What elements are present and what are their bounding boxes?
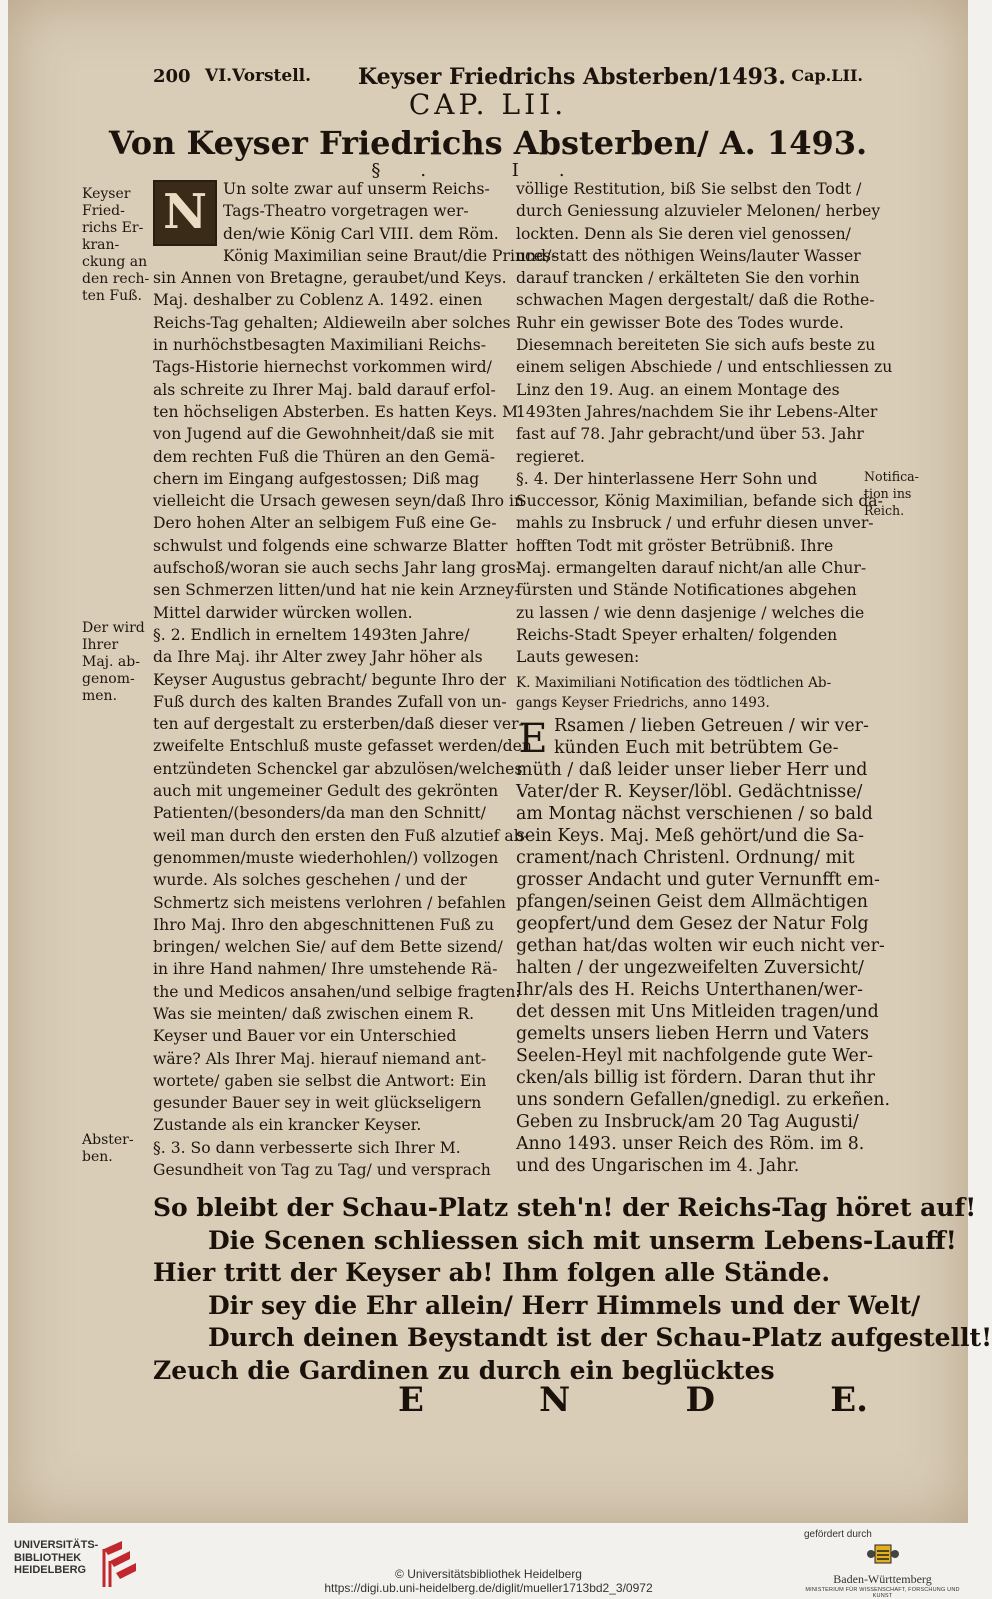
text-line: dem rechten Fuß die Thüren an den Gemä- bbox=[153, 447, 496, 466]
text-line: und des Ungarischen im 4. Jahr. bbox=[516, 1155, 800, 1176]
text-line: gethan hat/das wolten wir euch nicht ver- bbox=[516, 935, 885, 956]
text-line: Seelen-Heyl mit nachfolgende gute Wer- bbox=[516, 1045, 873, 1066]
text-line: §. 2. Endlich in erneltem 1493ten Jahre/ bbox=[153, 625, 470, 644]
verse-line: Dir sey die Ehr allein/ Herr Himmels und der Welt/ bbox=[208, 1290, 921, 1320]
text-line: Lauts gewesen: bbox=[516, 648, 640, 667]
ende-letter: N bbox=[539, 1380, 571, 1420]
text-line: schwachen Magen dergestalt/ daß die Rothe- bbox=[516, 291, 875, 310]
text-line: hofften Todt mit gröster Betrübniß. Ihre bbox=[516, 536, 834, 555]
text-line: geopfert/und dem Gesez der Natur Folg bbox=[516, 913, 869, 934]
text-line: aufschoß/woran sie auch sechs Jahr lang gros- bbox=[153, 559, 522, 578]
text-line: auch mit ungemeiner Gedult des gekrönten bbox=[153, 782, 499, 801]
text-line: §. 3. So dann verbesserte sich Ihrer M. bbox=[153, 1138, 461, 1157]
text-line: ben. bbox=[82, 1149, 113, 1165]
text-line: pfangen/seinen Geist dem Allmächtigen bbox=[516, 891, 868, 912]
text-line: Keyser und Bauer vor ein Unterschied bbox=[153, 1027, 457, 1046]
text-line: schwulst und folgends eine schwarze Blatter bbox=[153, 536, 508, 555]
text-line: the und Medicos ansahen/und selbige fragten: bbox=[153, 982, 521, 1001]
verse-line: Hier tritt der Keyser ab! Ihm folgen alle Stände. bbox=[153, 1258, 831, 1287]
text-line: ckung an bbox=[82, 254, 148, 270]
text-line: mahls zu Insbruck / und erfuhr diesen unver- bbox=[516, 514, 874, 533]
text-line: Un solte zwar auf unserm Reichs- bbox=[223, 180, 490, 198]
text-line: vielleicht die Ursach gewesen seyn/daß Ihro in bbox=[153, 492, 525, 511]
funder-block[interactable] bbox=[800, 1529, 965, 1599]
verse-line: Durch deinen Beystandt ist der Schau-Platz aufgestellt! bbox=[208, 1323, 992, 1352]
text-line: genommen/muste wiederhohlen/) vollzogen bbox=[153, 848, 499, 867]
text-line: ten auf dergestalt zu ersterben/daß dieser ver- bbox=[153, 715, 524, 734]
text-line: zu lassen / wie denn dasjenige / welches die bbox=[516, 603, 865, 622]
ende-letter: E bbox=[398, 1380, 424, 1420]
text-line: Rsamen / lieben Getreuen / wir ver- bbox=[554, 715, 869, 736]
text-line: grosser Andacht und guter Vernunfft em- bbox=[516, 869, 880, 890]
text-line: von Jugend auf die Gewohnheit/daß sie mit bbox=[153, 425, 495, 444]
coat-of-arms-icon bbox=[866, 1543, 900, 1567]
text-line: Ihr/als des H. Reichs Unterthanen/wer- bbox=[516, 979, 863, 1000]
ende-letter: D bbox=[685, 1380, 715, 1420]
text-line: Schmertz sich meistens verlohren / befahlen bbox=[153, 893, 506, 912]
permalink[interactable]: https://digi.ub.uni-heidelberg.de/diglit/mueller1713bd2_3/0972 bbox=[324, 1581, 653, 1595]
text-line: Fried- bbox=[82, 203, 125, 219]
text-line: Tags-Historie hiernechst vorkommen wird/ bbox=[153, 358, 492, 377]
text-line: halten / der ungezweifelten Zuversicht/ bbox=[516, 957, 864, 978]
letter-initial: E bbox=[518, 715, 548, 762]
text-line: künden Euch mit betrübtem Ge- bbox=[554, 737, 839, 758]
marginal-note-left-1 bbox=[82, 186, 154, 305]
text-line: Keyser Augustus gebracht/ begunte Ihro der bbox=[153, 670, 507, 689]
text-line: wäre? Als Ihrer Maj. hierauf niemand ant- bbox=[153, 1049, 487, 1068]
text-line: K. Maximiliani Notification des tödtlichen Ab- bbox=[516, 674, 832, 691]
text-line: 1493ten Jahres/nachdem Sie ihr Lebens-Alter bbox=[516, 402, 878, 421]
drop-cap: N bbox=[153, 180, 217, 246]
text-line: Anno 1493. unser Reich des Röm. im 8. bbox=[516, 1133, 865, 1154]
text-line: richs Er- bbox=[82, 220, 144, 236]
text-line: Maj. deshalber zu Coblenz A. 1492. einen bbox=[153, 291, 483, 310]
chapter-title: Von Keyser Friedrichs Absterben/ A. 1493. bbox=[108, 124, 868, 162]
text-line: müth / daß leider unser lieber Herr und bbox=[516, 759, 868, 780]
text-line: weil man durch den ersten den Fuß alzutief ab- bbox=[153, 826, 529, 845]
text-line: bringen/ welchen Sie/ auf dem Bette sizend/ bbox=[153, 938, 503, 957]
text-line: Ihrer bbox=[82, 637, 119, 653]
text-line: Gesundheit von Tag zu Tag/ und versprach bbox=[153, 1161, 491, 1180]
footer-bar bbox=[0, 1523, 977, 1599]
verse-line: Die Scenen schliessen sich mit unserm Lebens-Lauff! bbox=[208, 1225, 957, 1255]
text-line: Dero hohen Alter an selbigem Fuß eine Ge- bbox=[153, 514, 497, 533]
text-line: Geben zu Insbruck/am 20 Tag Augusti/ bbox=[516, 1111, 859, 1132]
text-line: lockten. Denn als Sie deren viel genossen/ bbox=[516, 224, 851, 243]
marginal-note-left-3 bbox=[82, 1132, 154, 1166]
text-line: Diesemnach bereiteten Sie sich aufs beste zu bbox=[516, 336, 876, 355]
text-line: Reich. bbox=[864, 503, 905, 518]
text-line: Maj. ab- bbox=[82, 654, 140, 670]
text-line: Abster- bbox=[82, 1132, 134, 1148]
text-line: in nurhöchstbesagten Maximiliani Reichs- bbox=[153, 336, 487, 355]
scanned-page bbox=[8, 0, 992, 1523]
text-line: fast auf 78. Jahr gebracht/und über 53. Jahr bbox=[516, 425, 864, 444]
ende-mark bbox=[153, 1380, 868, 1420]
text-line: sein Keys. Maj. Meß gehört/und die Sa- bbox=[516, 825, 864, 846]
text-line: sin Annen von Bretagne, geraubet/und Keys. bbox=[153, 269, 507, 288]
text-line: tion ins bbox=[864, 486, 912, 501]
text-line: kran- bbox=[82, 237, 120, 253]
funder-ministry: MINISTERIUM FÜR WISSENSCHAFT, FORSCHUNG UND KUNST bbox=[805, 1587, 960, 1599]
running-title: Keyser Friedrichs Absterben/1493. bbox=[358, 64, 786, 90]
text-line: ten höchseligen Absterben. Es hatten Keys. M. bbox=[153, 402, 524, 421]
notification-heading bbox=[516, 673, 861, 713]
chapter-label: CAP. LII. bbox=[408, 88, 568, 121]
text-line: sen Schmerzen litten/und hat nie kein Arzney- bbox=[153, 581, 520, 600]
text-line: Mittel darwider würcken wollen. bbox=[153, 603, 413, 622]
text-line: gesunder Bauer sey in weit glückseligern bbox=[153, 1094, 482, 1113]
funder-name: Baden-Württemberg bbox=[833, 1572, 932, 1586]
text-line: HEIDELBERG bbox=[14, 1564, 87, 1576]
text-line: UNIVERSITÄTS- bbox=[14, 1539, 99, 1551]
text-line: entzündeten Schenckel gar abzulösen/welches bbox=[153, 759, 523, 778]
text-line: regieret. bbox=[516, 447, 585, 466]
text-line: Reichs-Stadt Speyer erhalten/ folgenden bbox=[516, 625, 838, 644]
text-line: den/wie König Carl VIII. dem Röm. bbox=[223, 224, 499, 243]
section-label: VI.Vorstell. bbox=[205, 66, 312, 86]
text-line: am Montag nächst verschienen / so bald bbox=[516, 803, 873, 824]
text-line: men. bbox=[82, 688, 118, 704]
text-line: als schreite zu Ihrer Maj. bald darauf erfol- bbox=[153, 380, 496, 399]
text-line: Tags-Theatro vorgetragen wer- bbox=[223, 202, 469, 221]
text-line: völlige Restitution, biß Sie selbst den Todt / bbox=[516, 180, 862, 198]
text-line: gangs Keyser Friedrichs, anno 1493. bbox=[516, 694, 770, 711]
text-line: det dessen mit Uns Mitleiden tragen/und bbox=[516, 1001, 879, 1022]
letter-text bbox=[516, 715, 890, 1177]
text-line: chern im Eingang aufgestossen; Diß mag bbox=[153, 469, 480, 488]
text-line: Fuß durch des kalten Brandes Zufall von un- bbox=[153, 692, 507, 711]
text-line: durch Geniessung alzuvieler Melonen/ herbey bbox=[516, 202, 881, 221]
text-line: darauf trancken / erkälteten Sie den vorhin bbox=[516, 269, 860, 288]
text-line: Zustande als ein krancker Keyser. bbox=[153, 1116, 422, 1135]
text-line: Linz den 19. Aug. an einem Montage des bbox=[516, 380, 840, 399]
verse-line: Zeuch die Gardinen zu durch ein beglücktes bbox=[153, 1355, 775, 1385]
text-line: König Maximilian seine Braut/die Princes- bbox=[223, 246, 557, 265]
text-line: Ihro Maj. Ihro den abgeschnittenen Fuß zu bbox=[153, 915, 495, 934]
text-line: ten Fuß. bbox=[82, 288, 142, 304]
text-line: Was sie meinten/ daß zwischen einem R. bbox=[153, 1004, 475, 1023]
closing-verse bbox=[153, 1192, 992, 1387]
text-line: in ihre Hand nahmen/ Ihre umstehende Rä- bbox=[153, 960, 498, 979]
text-line: fürsten und Stände Notificationes abgehen bbox=[516, 581, 857, 600]
text-line: Keyser bbox=[82, 186, 131, 202]
running-chapter: Cap.LII. bbox=[791, 66, 863, 85]
text-line: Der wird bbox=[82, 620, 145, 636]
text-line: Successor, König Maximilian, befande sich da- bbox=[516, 492, 883, 511]
text-line: Ruhr ein gewisser Bote des Todes wurde. bbox=[516, 313, 844, 332]
text-line: gemelts unsers lieben Herrn und Vaters bbox=[516, 1023, 869, 1044]
text-line: Patienten/(besonders/da man den Schnitt/ bbox=[153, 804, 486, 823]
text-line: wurde. Als solches geschehen / und der bbox=[153, 871, 467, 890]
text-line: den rech- bbox=[82, 271, 150, 287]
verse-line: So bleibt der Schau-Platz steh'n! der Reichs-Tag höret auf! bbox=[153, 1193, 977, 1222]
text-line: cken/als billig ist fördern. Daran thut ihr bbox=[516, 1067, 875, 1088]
copyright-notice: © Universitätsbibliothek Heidelberg bbox=[395, 1567, 582, 1581]
text-line: Reichs-Tag gehalten; Aldieweiln aber solches bbox=[153, 313, 511, 332]
text-line: und/statt des nöthigen Weins/lauter Wasser bbox=[516, 246, 861, 265]
ende-letter: E. bbox=[830, 1380, 868, 1420]
marginal-note-left-2 bbox=[82, 620, 154, 705]
text-line: einem seligen Abschiede / und entschliessen zu bbox=[516, 358, 893, 377]
text-line: Vater/der R. Keyser/löbl. Gedächtnisse/ bbox=[516, 781, 863, 802]
text-line: §. 4. Der hinterlassene Herr Sohn und bbox=[516, 469, 818, 488]
text-line: Notifica- bbox=[864, 469, 919, 484]
notification-letter bbox=[516, 715, 890, 1177]
text-line: genom- bbox=[82, 671, 135, 687]
page-number: 200 bbox=[153, 66, 191, 87]
text-line: zweifelte Entschluß muste gefasset werden/den bbox=[153, 737, 532, 756]
text-line: BIBLIOTHEK bbox=[14, 1551, 82, 1564]
text-line: da Ihre Maj. ihr Alter zwey Jahr höher als bbox=[153, 648, 483, 667]
text-line: wortete/ gaben sie selbst die Antwort: Ein bbox=[153, 1071, 487, 1090]
text-line: Maj. ermangelten darauf nicht/an alle Chur- bbox=[516, 559, 867, 578]
text-line: crament/nach Christenl. Ordnung/ mit bbox=[516, 847, 855, 868]
paragraph-mark: §. I. bbox=[371, 160, 605, 181]
text-line: uns sondern Gefallen/gnedigl. zu erkeñen. bbox=[516, 1089, 890, 1110]
funded-by-label: gefördert durch bbox=[804, 1529, 872, 1540]
